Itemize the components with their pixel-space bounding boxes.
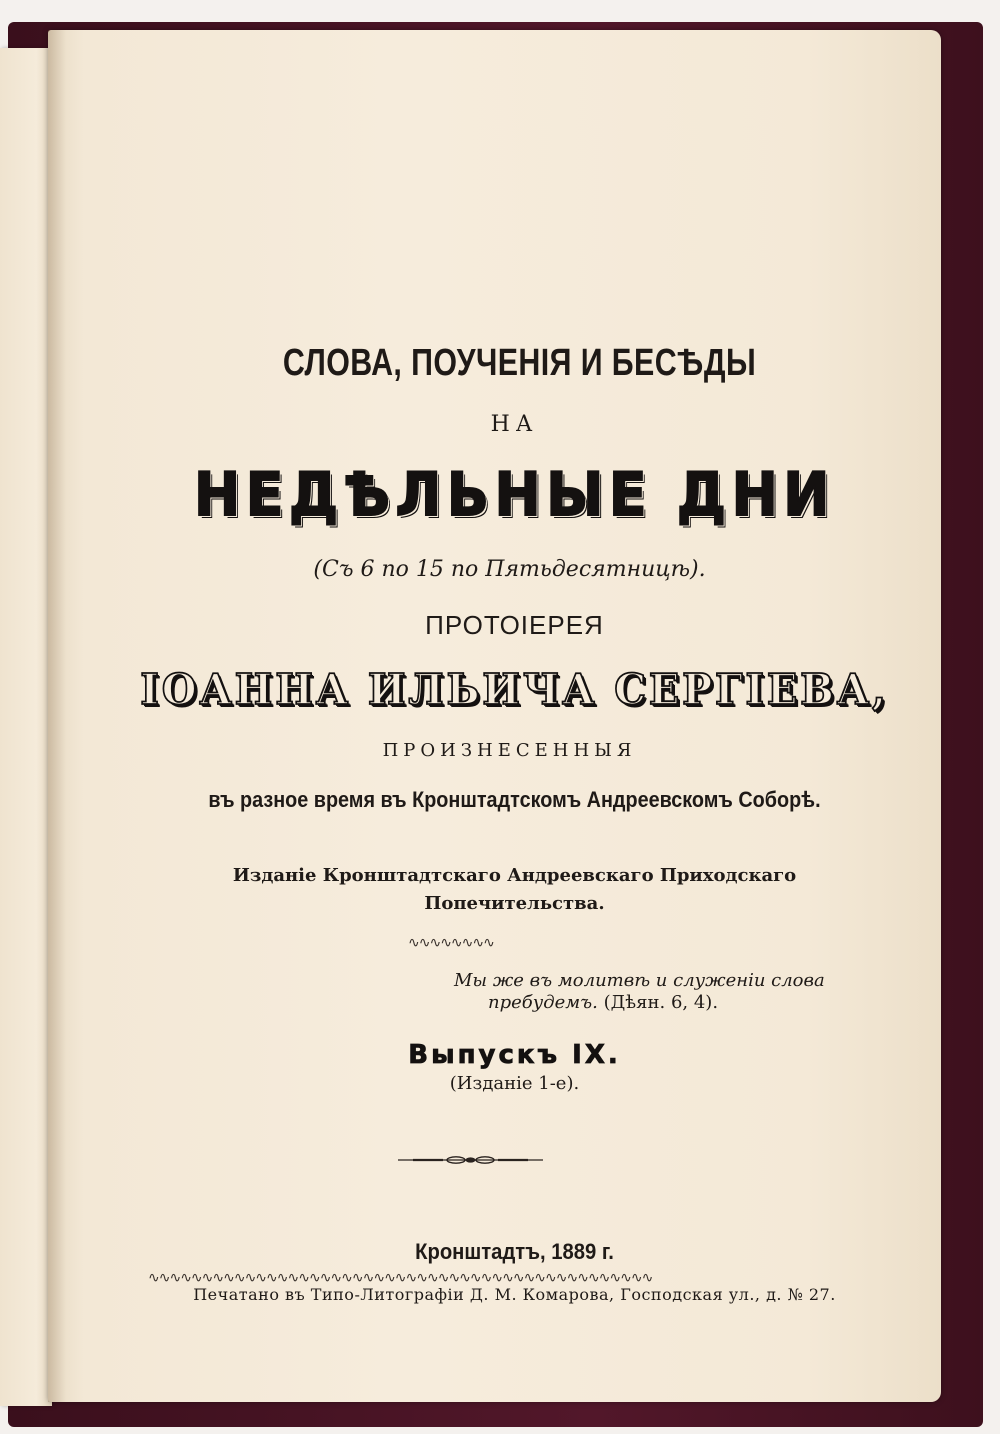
publisher-line-2: Попечительства. — [424, 893, 605, 914]
ornament-divider-icon — [398, 1152, 543, 1168]
city-year: Кронштадтъ, 1889 г. — [415, 1239, 614, 1264]
divider-squiggle-short: ∿∿∿∿∿∿∿∿ — [408, 935, 494, 951]
title-line-1: СЛОВА, ПОУЧЕНІЯ И БЕСѢДЫ — [282, 342, 757, 384]
issue-number: Выпускъ IX. — [408, 1040, 621, 1070]
author-role: ПРОТОІЕРЕЯ — [425, 610, 604, 640]
epigraph-citation: (Дѣян. 6, 4). — [603, 992, 719, 1013]
epigraph-line-2 — [488, 992, 718, 1013]
title-line-2: НЕДѢЛЬНЫЕ ДНИ — [193, 460, 836, 530]
edition-note: (Изданіе 1-е). — [449, 1073, 580, 1094]
title-preposition: НА — [490, 412, 539, 437]
printer-imprint: Печатано въ Типо-Литографіи Д. М. Комарова, Господская ул., д. № 27. — [193, 1285, 836, 1304]
divider-squiggle-long: ∿∿∿∿∿∿∿∿∿∿∿∿∿∿∿∿∿∿∿∿∿∿∿∿∿∿∿∿∿∿∿∿∿∿∿∿∿∿∿∿∿∿∿∿∿∿∿ — [148, 1270, 653, 1286]
epigraph-text: пребудемъ. — [488, 992, 598, 1013]
subtitle: (Съ 6 по 15 по Пятьдесятницѣ). — [313, 557, 706, 582]
left-page-edge — [0, 48, 52, 1406]
publisher-line-1: Изданіе Кронштадтскаго Андреевскаго Приходскаго — [232, 865, 797, 886]
author-name: ІОАННА ИЛЬИЧА СЕРГІЕВА, — [140, 665, 889, 714]
delivery-location: въ разное время въ Кронштадтскомъ Андреевскомъ Соборѣ. — [208, 787, 821, 812]
title-page — [48, 30, 941, 1402]
delivered-label: ПРОИЗНЕСЕННЫЯ — [382, 740, 637, 761]
epigraph-line-1: Мы же въ молитвѣ и служеніи слова — [454, 970, 825, 991]
